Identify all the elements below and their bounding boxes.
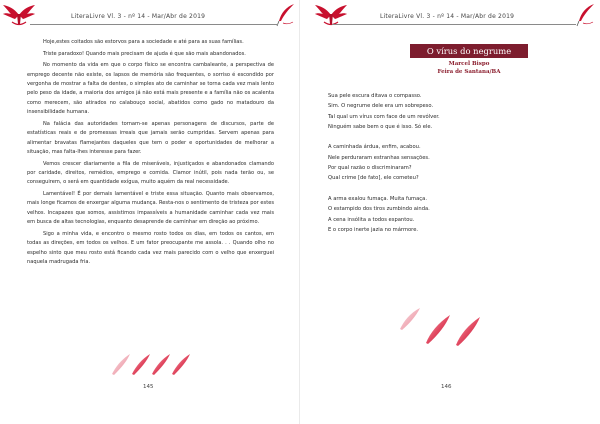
- feather-decoration-icon: [110, 352, 194, 376]
- author-name: Marcel Bispo: [448, 61, 490, 67]
- page-number: 146: [441, 384, 452, 390]
- page-number: 145: [143, 384, 154, 390]
- poem-line: Tal qual um vírus com face de um revólver.: [328, 113, 440, 120]
- stanza: [328, 142, 568, 183]
- poem-body: [328, 91, 568, 245]
- paragraph: Vemos crescer diariamente a fila de miseráveis, injustiçados e abandonados clamando por caridade, direitos, remédios, emprego e comida. Clamor inútil, pois nada terão ou, se conseguirem, o será em quantidade exígua, muito aquém da real necessidade.: [27, 160, 274, 186]
- running-header: LiteraLivre Vl. 3 - nº 14 - Mar/Abr de 2019: [380, 13, 515, 20]
- poem-line: Qual crime [de fato], ele cometeu?: [328, 175, 419, 182]
- paragraph: Sigo a minha vida, e encontro o mesmo rosto todos os dias, em todos os cantos, em todas as direções, em todos os velhos. E um fator preocupante me assola. . . Quando olho no espelho sinto que meu rosto está ficando cada vez mais parecido com o velho que enxerguei naquela madrugada fria.: [27, 230, 274, 266]
- paragraph: Lamentável! É por demais lamentável e triste essa situação. Quanto mais observamos, mais longe ficamos de enxergar alguma mudança. Resta-nos o sentimento de tristeza por estes velhos. Incapazes que somos, assistimos impassíveis a humanidade caminhar cada vez mais em busca de altas tecnologias, enquanto desaprende de caminhar em direção ao próximo.: [27, 191, 274, 226]
- paragraph: Hoje,estes coitados são estorvos para a sociedade e até para as suas famílias.: [43, 39, 244, 45]
- poem-line: Nele perduraram estranhas sensações.: [328, 154, 430, 161]
- stanza: [328, 194, 568, 235]
- paragraph: Na falácia das autoridades tornam-se apenas personagens de discursos, parte de estatísticas reais e de promessas irreais que jamais serão cumpridas. Servem apenas para alimentar bravatas flamejantes daqueles que tem o poder e oportunidades de melhorar a situação, mas falta-lhes interesse para fazer.: [27, 120, 274, 156]
- quill-pen-icon: [574, 3, 596, 27]
- header-rule: [30, 24, 278, 25]
- poem-line: Ninguém sabe bem o que é isso. Só ele.: [328, 123, 433, 130]
- poem-line: A arma exalou fumaça. Muita fumaça.: [328, 195, 427, 202]
- running-header: LiteraLivre Vl. 3 - nº 14 - Mar/Abr de 2019: [71, 13, 206, 20]
- poem-line: O estampido dos tiros zumbindo ainda.: [328, 206, 430, 213]
- stanza: [328, 91, 568, 132]
- poem-line: A cena insólita a todos espantou.: [328, 216, 415, 223]
- feather-decoration-icon: [396, 305, 496, 347]
- header-rule: [332, 24, 576, 25]
- poem-line: Sim. O negrume dele era um sobrepeso.: [328, 103, 434, 110]
- poem-line: Sua pele escura ditava o compasso.: [328, 93, 422, 99]
- article-body: [27, 38, 274, 270]
- paragraph: No momento da vida em que o corpo físico se encontra cambaleante, a perspectiva de emprego decente não existe, os lapsos de memória são frequentes, o sorriso é escondido por vergonha de mostrar a falta de dentes, o simples ato de caminhar se torna cada vez mais lento pelo peso da idade, a maioria dos amigos já não está mais presente e a família não os acalenta como merecem, são atirados no calabouço social, abatidos como gado no matadouro da insensibilidade humana.: [27, 62, 274, 116]
- right-page: [300, 0, 600, 424]
- poem-line: A caminhada árdua, enfim, acabou.: [328, 144, 421, 151]
- poem-line: E o corpo inerte jazia no mármore.: [328, 226, 419, 233]
- poem-title: O vírus do negrume: [410, 44, 528, 58]
- paragraph: Triste paradoxo! Quando mais precisam de ajuda é que são mais abandonados.: [43, 50, 246, 57]
- poem-line: Por qual razão o discriminaram?: [328, 165, 412, 172]
- author-place: Feira de Santana/BA: [437, 68, 501, 75]
- poem-byline: [410, 61, 528, 76]
